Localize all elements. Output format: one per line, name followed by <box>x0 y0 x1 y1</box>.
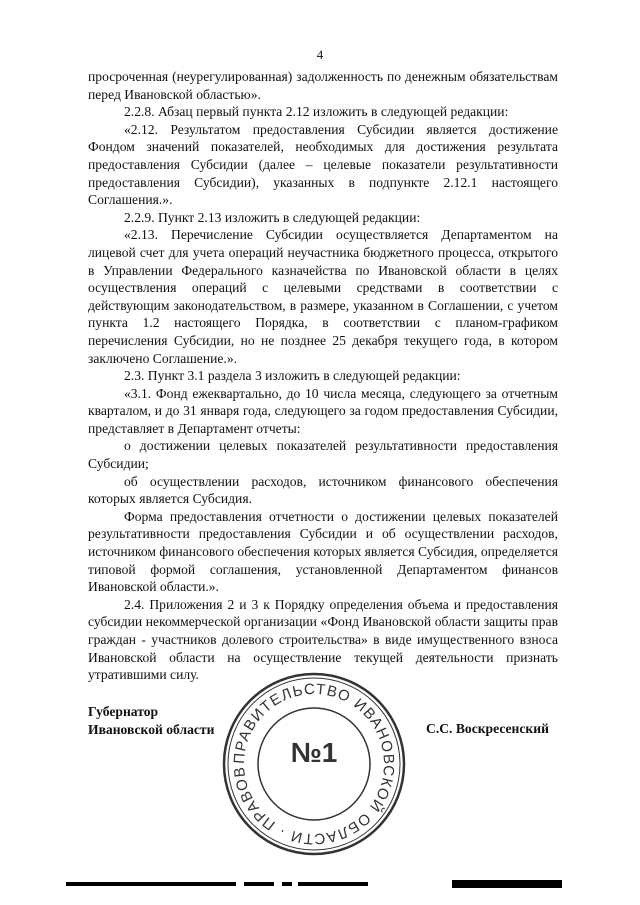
paragraph-3-1: «3.1. Фонд ежеквартально, до 10 числа месяца, следующего за отчетным кварталом, и до 31 января года, следующего за годом предоставления Субсидии, представляет в Департамент отчеты: <box>88 385 558 436</box>
signatory-name: С.С. Воскресенский <box>426 721 549 736</box>
footer-line-left <box>66 882 236 886</box>
paragraph-2-2-8: 2.2.8. Абзац первый пункта 2.12 изложить в следующей редакции: <box>124 104 509 120</box>
signatory-title <box>88 703 214 738</box>
signatory-title-line1: Губернатор <box>88 704 159 719</box>
paragraph-report-form: Форма предоставления отчетности о достижении целевых показателей результативности предоставления Субсидии и об осуществлении расходов, источником финансового обеспечения которых является Субсидия, определяется типовой формой соглашения, установленной Департаментом финансов Ивановской области.». <box>88 508 558 595</box>
page-number: 4 <box>316 47 324 62</box>
paragraph-debt: просроченная (неурегулированная) задолженность по денежным обязательствам перед Ивановской областью». <box>88 69 558 102</box>
footer-line-middle <box>298 882 368 886</box>
paragraph-2-13: «2.13. Перечисление Субсидии осуществляется Департаментом на лицевой счет для учета операций неучастника бюджетного процесса, открытого в Управлении Федерального казначейства по Ивановской области в целях осуществления операций с целевыми средствами в соответствии с действующим законодательством, в размере, указанном в Соглашении, с учетом пункта 1.2 настоящего Порядка, в соответствии с планом-графиком перечисления Субсидии, но не позднее 25 декабря текущего года, в котором заключено Соглашение.». <box>88 227 558 366</box>
document-body <box>88 68 558 684</box>
paragraph-2-12: «2.12. Результатом предоставления Субсидии является достижение Фондом значений показателей, необходимых для достижения результата предоставления Субсидии (далее – целевые показатели результативности предоставления Субсидии), указанных в подпункте 2.12.1 настоящего Соглашения.». <box>88 121 558 208</box>
footer-line-dash-2 <box>282 882 292 886</box>
signatory-title-line2: Ивановской области <box>88 721 215 737</box>
footer-line-dash-1 <box>244 882 274 886</box>
footer-line-right <box>452 880 562 888</box>
seal-number: №1 <box>290 737 338 768</box>
paragraph-report-targets: о достижении целевых показателей результативности предоставления Субсидии; <box>88 438 558 472</box>
official-seal <box>214 664 414 864</box>
paragraph-2-4: 2.4. Приложения 2 и 3 к Порядку определения объема и предоставления субсидии некоммерческой организации «Фонд Ивановской области защиты прав граждан - участников долевого строительства» в виде имущественного взноса Ивановской области на осуществление текущей деятельности признать утратившими силу. <box>88 596 558 683</box>
paragraph-2-3: 2.3. Пункт 3.1 раздела 3 изложить в следующей редакции: <box>124 368 461 384</box>
seal-ring-text: ПРАВИТЕЛЬСТВО ИВАНОВСКОЙ ОБЛАСТИ · ПРАВОВ <box>230 680 398 848</box>
paragraph-report-expenses: об осуществлении расходов, источником финансового обеспечения которых является Субсидия. <box>88 473 558 507</box>
paragraph-2-2-9: 2.2.9. Пункт 2.13 изложить в следующей редакции: <box>124 209 421 225</box>
